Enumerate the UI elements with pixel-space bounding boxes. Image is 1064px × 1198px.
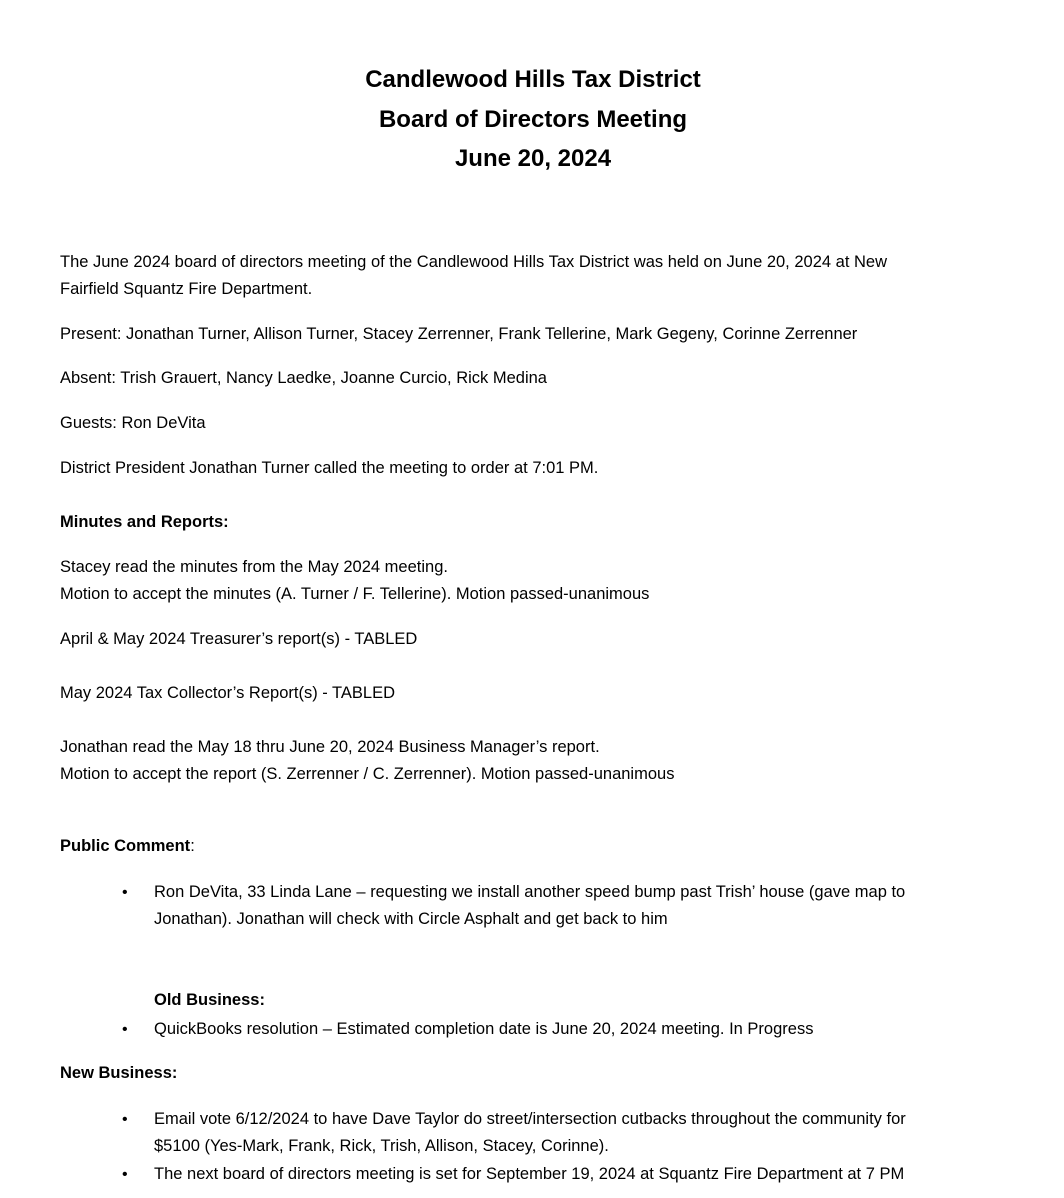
guests-line: Guests: Ron DeVita xyxy=(60,414,206,432)
old-business-heading: Old Business: xyxy=(154,991,265,1009)
document-title xyxy=(0,60,1064,179)
minutes-line-2: Motion to accept the minutes (A. Turner / F. Tellerine). Motion passed-unanimous xyxy=(60,585,650,603)
public-comment-item-line-1: Ron DeVita, 33 Linda Lane – requesting we install another speed bump past Trish’ house (gave map to xyxy=(154,883,906,901)
list-item xyxy=(60,1016,1000,1043)
business-line-1: Jonathan read the May 18 thru June 20, 2024 Business Manager’s report. xyxy=(60,738,600,756)
intro-paragraph xyxy=(60,249,1005,303)
title-meeting: Board of Directors Meeting xyxy=(378,105,688,133)
intro-line-1: The June 2024 board of directors meeting of the Candlewood Hills Tax District was held on June 20, 2024 at New xyxy=(60,253,887,271)
bullet-icon: • xyxy=(122,1166,128,1183)
old-business-item-text xyxy=(154,1016,994,1043)
title-date: June 20, 2024 xyxy=(454,145,612,172)
minutes-line-1: Stacey read the minutes from the May 2024 meeting. xyxy=(60,558,448,576)
public-comment-heading xyxy=(60,833,195,860)
list-item xyxy=(60,1106,1000,1160)
public-comment-heading-text: Public Comment xyxy=(60,837,191,855)
business-manager-paragraph xyxy=(60,734,1005,788)
list-item xyxy=(60,1161,1000,1188)
bullet-icon: • xyxy=(122,884,128,901)
public-comment-heading-colon: : xyxy=(190,837,195,855)
new-business-item-1-line-1: Email vote 6/12/2024 to have Dave Taylor do street/intersection cutbacks throughout the community for xyxy=(154,1110,906,1128)
business-line-2: Motion to accept the report (S. Zerrenner / C. Zerrenner). Motion passed-unanimous xyxy=(60,765,675,783)
absent-line: Absent: Trish Grauert, Nancy Laedke, Joanne Curcio, Rick Medina xyxy=(60,369,547,387)
minutes-paragraph xyxy=(60,554,1005,608)
new-business-item-1-text xyxy=(154,1106,994,1160)
new-business-heading: New Business: xyxy=(60,1064,178,1082)
public-comment-item-text xyxy=(154,879,994,933)
bullet-icon: • xyxy=(122,1111,128,1128)
minutes-reports-heading: Minutes and Reports: xyxy=(60,513,229,531)
bullet-icon: • xyxy=(122,1021,128,1038)
public-comment-item-line-2: Jonathan). Jonathan will check with Circle Asphalt and get back to him xyxy=(154,910,668,928)
tax-collector-report-line: May 2024 Tax Collector’s Report(s) - TABLED xyxy=(60,684,396,702)
treasurer-report-line: April & May 2024 Treasurer’s report(s) - TABLED xyxy=(60,630,418,648)
title-district: Candlewood Hills Tax District xyxy=(365,66,701,93)
intro-line-2: Fairfield Squantz Fire Department. xyxy=(60,280,313,298)
list-item xyxy=(60,879,1000,933)
new-business-item-2-line-1: The next board of directors meeting is set for September 19, 2024 at Squantz Fire Department at 7 PM xyxy=(154,1165,905,1183)
present-line: Present: Jonathan Turner, Allison Turner, Stacey Zerrenner, Frank Tellerine, Mark Gegeny, Corinne Zerrenner xyxy=(60,325,858,343)
new-business-item-2-text xyxy=(154,1161,994,1188)
old-business-item-line-1: QuickBooks resolution – Estimated completion date is June 20, 2024 meeting. In Progress xyxy=(154,1020,814,1038)
call-to-order-line: District President Jonathan Turner called the meeting to order at 7:01 PM. xyxy=(60,459,599,477)
new-business-item-1-line-2: $5100 (Yes-Mark, Frank, Rick, Trish, Allison, Stacey, Corinne). xyxy=(154,1137,609,1155)
